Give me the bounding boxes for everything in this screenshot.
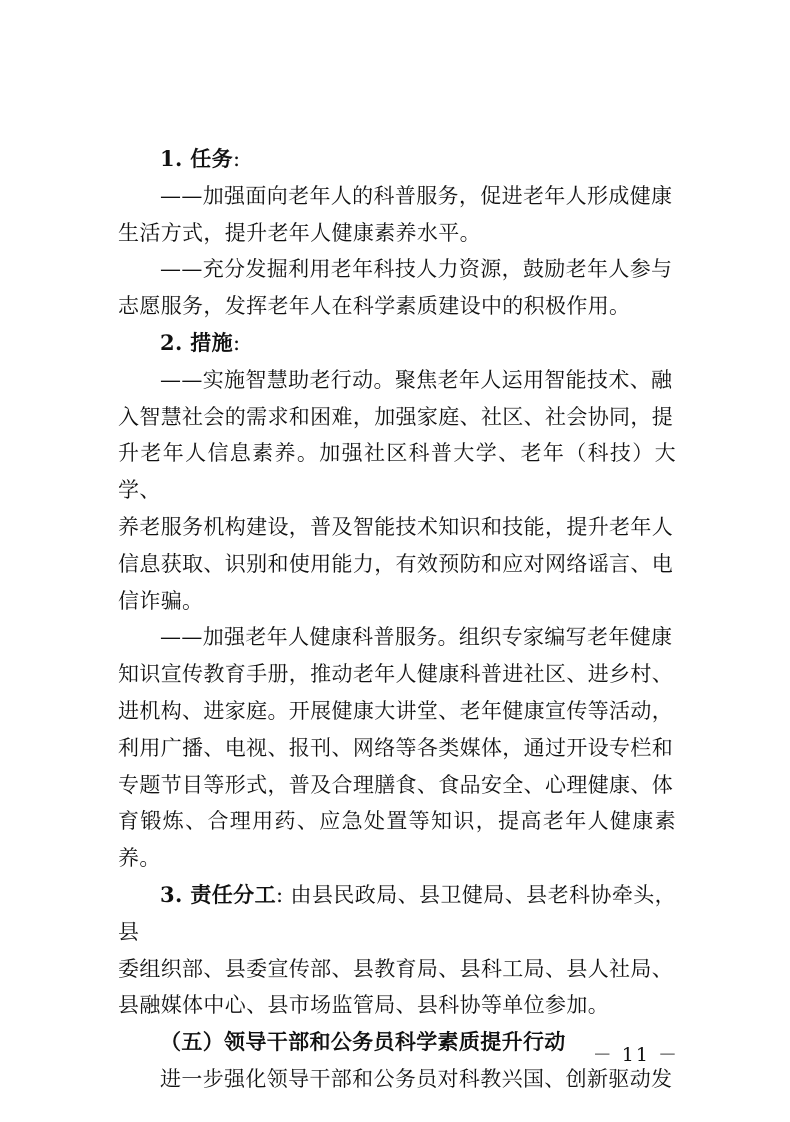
text-line: 进一步强化领导干部和公务员对科教兴国、创新驱动发 — [160, 1066, 673, 1091]
measures-heading-label: 2. 措施 — [160, 329, 233, 355]
document-body — [118, 141, 676, 1098]
text-line: 育锻炼、合理用药、应急处置等知识，提高老年人健康素养。 — [118, 809, 676, 871]
text-line: 入智慧社会的需求和困难，加强家庭、社区、社会协同，提 — [118, 404, 674, 429]
text-line: 升老年人信息素养。加强社区科普大学、老年（科技）大学、 — [118, 441, 676, 503]
task-heading-colon: : — [232, 147, 241, 171]
task-heading — [118, 141, 676, 178]
measures-heading — [118, 325, 676, 362]
task-heading-label: 1. 任务 — [160, 146, 233, 171]
measures-paragraph-1 — [118, 362, 676, 620]
text-line: ——实施智慧助老行动。聚焦老年人运用智能技术、融 — [160, 367, 673, 392]
responsibility-paragraph — [118, 877, 676, 1024]
text-line: ——加强面向老年人的科普服务，促进老年人形成健康 — [160, 183, 673, 208]
measures-paragraph-2 — [118, 619, 676, 877]
text-line: 信息获取、识别和使用能力，有效预防和应对网络谣言、电 — [118, 551, 674, 576]
text-line: 生活方式，提升老年人健康素养水平。 — [118, 220, 481, 245]
measures-heading-colon: : — [232, 330, 241, 355]
task-paragraph-1 — [118, 178, 676, 252]
text-line: 信诈骗。 — [118, 588, 204, 613]
responsibility-label: 3. 责任分工 — [160, 881, 277, 907]
text-line: 养老服务机构建设，普及智能技术知识和技能，提升老年人 — [118, 514, 674, 539]
text-line: 利用广播、电视、报刊、网络等各类媒体，通过开设专栏和 — [118, 735, 674, 760]
text-line — [118, 877, 676, 951]
responsibility-text: : 由县民政局、县卫健局、县老科协牵头，县 — [118, 882, 677, 944]
text-line: 知识宣传教育手册，推动老年人健康科普进社区、进乡村、 — [118, 662, 674, 687]
text-line: 志愿服务，发挥老年人在科学素质建设中的积极作用。 — [118, 294, 631, 319]
text-line: 委组织部、县委宣传部、县教育局、县科工局、县人社局、 — [118, 956, 674, 981]
text-line: 进机构、进家庭。开展健康大讲堂、老年健康宣传等活动， — [118, 698, 674, 723]
text-line: 县融媒体中心、县市场监管局、县科协等单位参加。 — [118, 993, 610, 1018]
page-number: － 11 － — [592, 1044, 679, 1066]
text-line: 专题节目等形式，普及合理膳食、食品安全、心理健康、体 — [118, 772, 674, 797]
text-line: ——充分发掘利用老年科技人力资源，鼓励老年人参与 — [160, 257, 673, 282]
text-line: ——加强老年人健康科普服务。组织专家编写老年健康 — [160, 625, 673, 650]
task-paragraph-2 — [118, 251, 676, 325]
section-heading: （五）领导干部和公务员科学素质提升行动 — [160, 1029, 566, 1055]
